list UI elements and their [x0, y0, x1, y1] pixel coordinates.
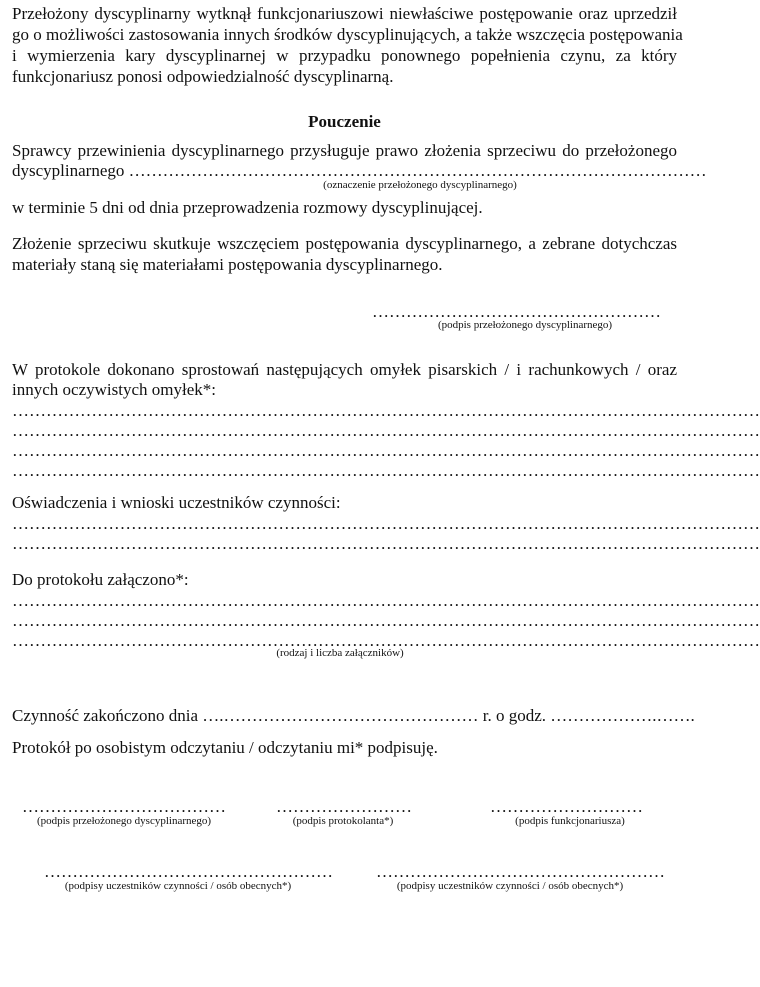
- corrections-dots-2: ……………………………………………………………………………………………………………………: [12, 421, 760, 440]
- attachments-caption: (rodzaj i liczba załączników): [276, 647, 404, 659]
- statements-dots-1: ……………………………………………………………………………………………………………………: [12, 514, 760, 533]
- attachments-label: Do protokołu załączono*:: [12, 570, 189, 589]
- superior-signature-dots: ……………………………………………: [372, 302, 661, 321]
- signature-superior-caption: (podpis przełożonego dyscyplinarnego): [36, 815, 212, 827]
- attachments-dots-1: ……………………………………………………………………………………………………………………: [12, 591, 760, 610]
- statements-label: Oświadczenia i wnioski uczestników czynności:: [12, 493, 341, 512]
- signature-participants-right-dots: ……………………………………………: [376, 862, 665, 881]
- attachments-dots-3: ……………………………………………………………………………………………………………………: [12, 631, 760, 650]
- statements-dots-2: ……………………………………………………………………………………………………………………: [12, 534, 760, 553]
- signature-participants-right-caption: (podpisy uczestników czynności / osób obecnych*): [396, 880, 624, 892]
- intro-line-4: funkcjonariusz ponosi odpowiedzialność dyscyplinarną.: [12, 67, 394, 86]
- intro-line-1: Przełożony dyscyplinarny wytknął funkcjonariuszowi niewłaściwe postępowanie oraz uprzedził: [12, 4, 677, 23]
- corrections-dots-4: ……………………………………………………………………………………………………………………: [12, 461, 760, 480]
- intro-line-2: go o możliwości zastosowania innych środków dyscyplinujących, a także wszczęcia postępowania: [12, 25, 683, 44]
- signature-recorder-dots: ……………………: [276, 797, 412, 816]
- attachments-dots-2: ……………………………………………………………………………………………………………………: [12, 611, 760, 630]
- signature-superior-dots: ………………………………: [22, 797, 226, 816]
- pouczenie-p1-line-2: dyscyplinarnego …………………………………………………………………………………………: [12, 161, 707, 180]
- corrections-line-2: innych oczywistych omyłek*:: [12, 380, 216, 399]
- pouczenie-heading: Pouczenie: [308, 112, 381, 131]
- corrections-line-1: W protokole dokonano sprostowań następujących omyłek pisarskich / i rachunkowych / oraz: [12, 360, 677, 379]
- signature-recorder-caption: (podpis protokolanta*): [292, 815, 394, 827]
- corrections-dots-1: ……………………………………………………………………………………………………………………: [12, 401, 760, 420]
- completion-line: Czynność zakończono dnia ….……………………………………… r. o godz. ……………….…….: [12, 706, 695, 725]
- signature-participants-left-caption: (podpisy uczestników czynności / osób obecnych*): [64, 880, 292, 892]
- pouczenie-p3-line-1: Złożenie sprzeciwu skutkuje wszczęciem postępowania dyscyplinarnego, a zebrane dotychczas: [12, 234, 677, 253]
- pouczenie-p2: w terminie 5 dni od dnia przeprowadzenia rozmowy dyscyplinującej.: [12, 198, 483, 217]
- corrections-dots-3: ……………………………………………………………………………………………………………………: [12, 441, 760, 460]
- pouczenie-p3-line-2: materiały staną się materiałami postępowania dyscyplinarnego.: [12, 255, 443, 274]
- signature-officer-dots: ………………………: [490, 797, 643, 816]
- pouczenie-p1-line-1: Sprawcy przewinienia dyscyplinarnego przysługuje prawo złożenia sprzeciwu do przełożonego: [12, 141, 677, 160]
- signature-officer-caption: (podpis funkcjonariusza): [515, 815, 625, 827]
- signature-participants-left-dots: ……………………………………………: [44, 862, 333, 881]
- intro-line-3: i wymierzenia kary dyscyplinarnej w przypadku ponownego popełnienia czynu, za który: [12, 46, 677, 65]
- superior-signature-caption: (podpis przełożonego dyscyplinarnego): [437, 319, 613, 331]
- read-statement: Protokół po osobistym odczytaniu / odczytaniu mi* podpisuję.: [12, 738, 438, 757]
- superior-caption: (oznaczenie przełożonego dyscyplinarnego): [323, 179, 517, 191]
